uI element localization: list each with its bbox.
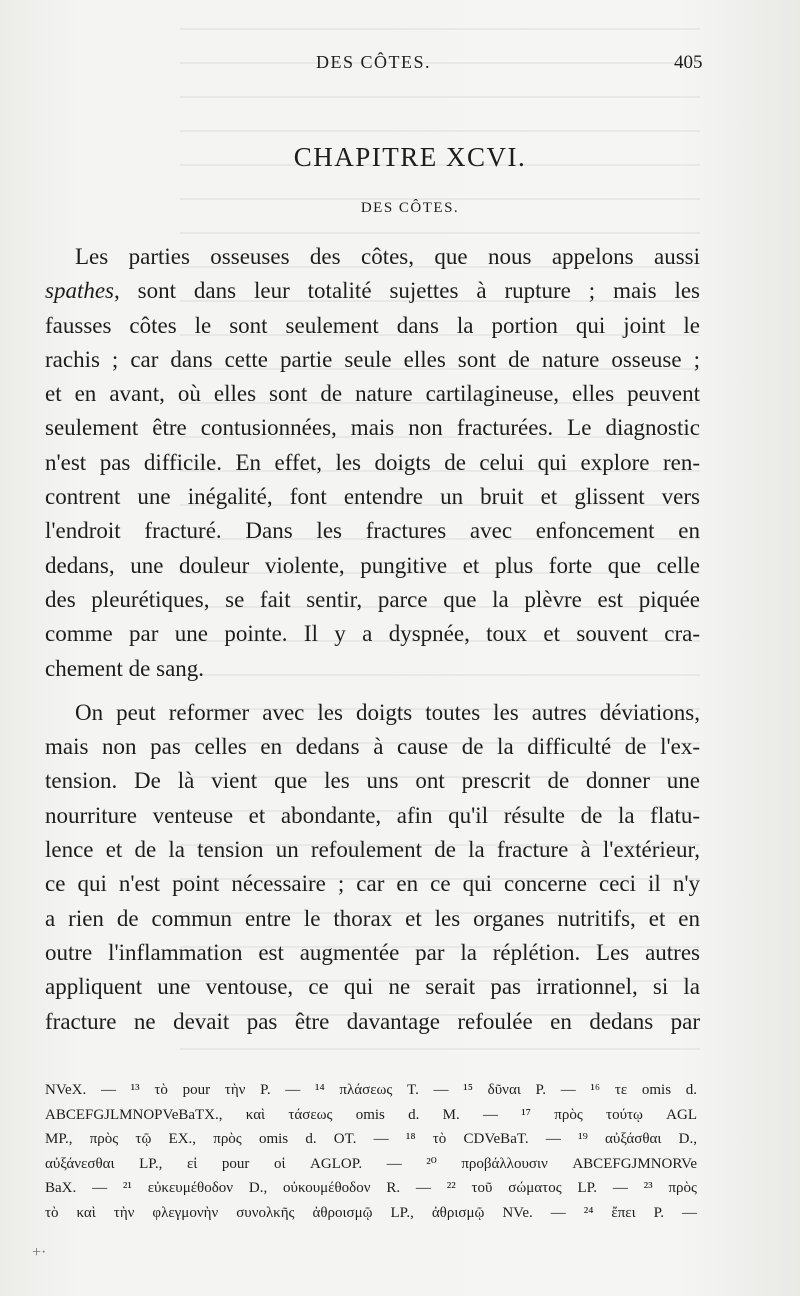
footnote-line: ABCEFGJLMNOPVeBaTX., καὶ τάσεως omis d. M. — ¹⁷ πρὸς τούτῳ AGL: [45, 1106, 697, 1123]
chapter-subtitle: DES CÔTES.: [360, 200, 460, 216]
text-line: contrent une inégalité, font entendre un bruit et glissent vers: [45, 484, 700, 510]
footnotes: [45, 1078, 697, 1225]
body-text: [45, 240, 700, 1039]
footnote-line: MP., πρὸς τῷ EX., πρὸς omis d. OT. — ¹⁸ τὸ CDVeBaT. — ¹⁹ αὐξάσθαι D.,: [45, 1131, 697, 1147]
text-line: l'endroit fracturé. Dans les fractures avec enfoncement en: [45, 518, 700, 544]
footnote-line: τὸ καὶ τὴν φλεγμονὴν συνολκῆς ἀθροισμῷ LP., ἀθρισμῷ NVe. — ²⁴ ἔπει P. —: [45, 1204, 697, 1221]
text-line: chement de sang.: [45, 655, 205, 681]
text-line: et en avant, où elles sont de nature cartilagineuse, elles peuvent: [45, 381, 700, 407]
text-line: outre l'inflammation est augmentée par la réplétion. Les autres: [45, 939, 700, 965]
paragraph-2: [45, 696, 700, 1039]
running-head: [0, 52, 800, 76]
chapter-title: CHAPITRE XCVI.: [293, 142, 527, 172]
text-line: a rien de commun entre le thorax et les organes nutritifs, et en: [45, 905, 700, 931]
text-line: fracture ne devait pas être davantage refoulée en dedans par: [45, 1008, 700, 1034]
text-line: dedans, une douleur violente, pungitive et plus forte que celle: [45, 552, 700, 578]
text-line: mais non pas celles en dedans à cause de la difficulté de l'ex-: [45, 734, 700, 760]
text-line: Les parties osseuses des côtes, que nous appelons aussi: [75, 244, 700, 269]
text-line: seulement être contusionnées, mais non fracturées. Le diagnostic: [45, 415, 700, 441]
running-head-title: DES CÔTES.: [316, 52, 432, 72]
text-line: nourriture venteuse et abondante, afin qu'il résulte de la flatu-: [45, 802, 700, 828]
text-line: comme par une pointe. Il y a dyspnée, toux et souvent cra-: [45, 621, 700, 647]
text-line: des pleurétiques, se fait sentir, parce que la plèvre est piquée: [45, 586, 700, 612]
printer-mark: +·: [32, 1244, 47, 1261]
page-number: 405: [674, 52, 703, 73]
text-line: On peut reformer avec les doigts toutes les autres déviations,: [75, 699, 700, 725]
text-line: lence et de la tension un refoulement de la fracture à l'extérieur,: [45, 837, 700, 863]
text-line: n'est pas difficile. En effet, les doigts de celui qui explore ren-: [45, 449, 700, 475]
text-line: appliquent une ventouse, ce qui ne serait pas irrationnel, si la: [45, 974, 700, 1000]
footnote-line: αὐξάνεσθαι LP., εἰ pour οἱ AGLOP. — ²⁰ προβάλλουσιν ABCEFGJMNORVe: [45, 1155, 697, 1172]
text-line: ce qui n'est point nécessaire ; car en ce qui concerne ceci il n'y: [45, 871, 700, 897]
text-line: rachis ; car dans cette partie seule elles sont de nature osseuse ;: [45, 346, 700, 372]
text-line: tension. De là vient que les uns ont prescrit de donner une: [45, 768, 700, 794]
paragraph-1: [45, 240, 700, 686]
text-line: fausses côtes le sont seulement dans la portion qui joint le: [45, 312, 700, 338]
footnote-line: NVeX. — ¹³ τὸ pour τὴν P. — ¹⁴ πλάσεως T. — ¹⁵ δῦναι P. — ¹⁶ τε omis d.: [45, 1082, 697, 1098]
text-line: spathes, sont dans leur totalité sujettes à rupture ; mais les: [45, 278, 700, 304]
footnote-line: BaX. — ²¹ εὐκευμέθοδον D., οὐκουμέθοδον R. — ²² τοῦ σώματος LP. — ²³ πρὸς: [45, 1180, 697, 1196]
